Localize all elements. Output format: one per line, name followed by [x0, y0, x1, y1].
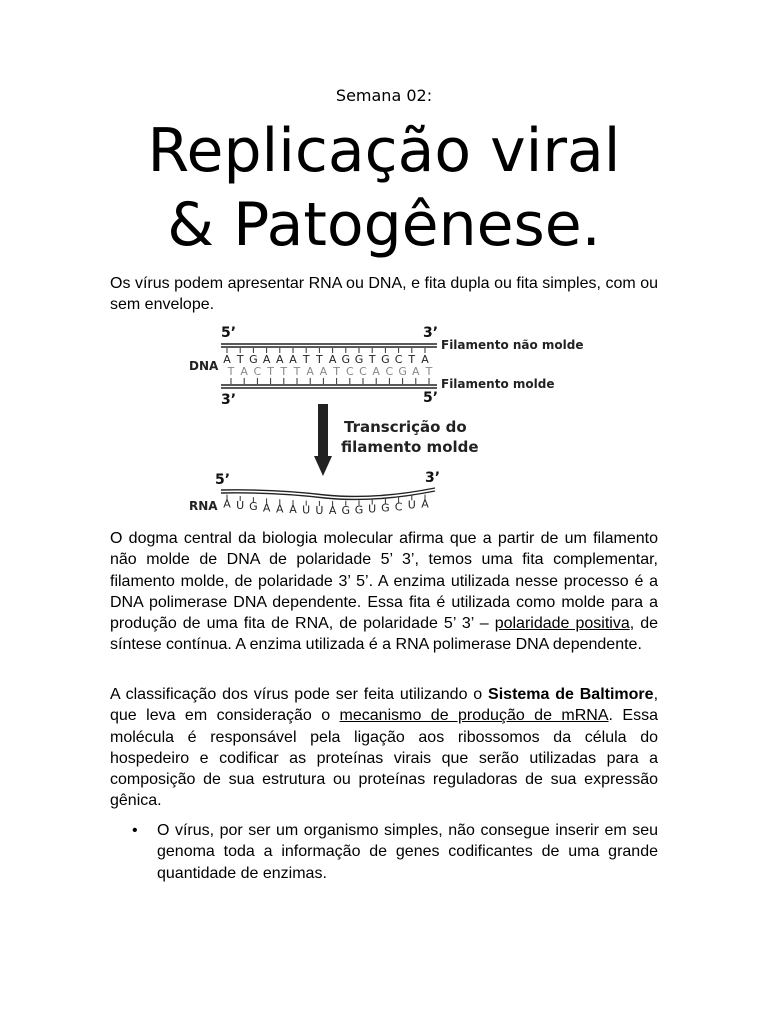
baltimore-text-1: A classificação dos vírus pode ser feita utilizando o [110, 686, 489, 703]
non-template-base: A [262, 353, 271, 366]
rna-sequence [223, 498, 429, 517]
template-base: A [240, 365, 248, 378]
rna-base: G [381, 501, 390, 515]
baltimore-system-term: Sistema de Baltimore [488, 686, 654, 703]
baltimore-text-3: . Essa molécula é responsável pela ligação aos ribossomos da célula do hospedeiro e codificar as proteínas virais que serão utilizadas para a composição de sua estrutura ou proteínas reguladoras de sua expressão gênica. [110, 707, 658, 810]
template-base: T [267, 365, 274, 378]
template-base: A [372, 365, 380, 378]
intro-paragraph: Os vírus podem apresentar RNA ou DNA, e fita dupla ou fita simples, com ou sem envelope. [110, 275, 658, 314]
template-label: Filamento molde [441, 377, 555, 391]
bullet-list [110, 820, 658, 884]
arrow-label-line-1: Transcrição do [344, 418, 467, 436]
rna-base: U [407, 498, 416, 512]
rna-base: U [315, 503, 324, 517]
title-line-1: Replicação viral [147, 116, 621, 186]
template-base: C [385, 365, 394, 378]
non-template-base: A [421, 353, 429, 366]
rna-base: A [421, 497, 429, 511]
rna-base: U [302, 503, 311, 517]
template-base: T [227, 365, 235, 378]
rna-base: A [223, 497, 231, 511]
template-base: A [412, 365, 420, 378]
baltimore-text-2: , que leva em consideração o [110, 686, 659, 725]
mrna-mechanism-term: mecanismo de produção de mRNA [339, 707, 609, 725]
non-template-base: A [289, 353, 297, 366]
non-template-base: T [236, 353, 244, 366]
central-dogma-text-2: , de síntese contínua. A enzima utilizada é a RNA polimerase DNA dependente. [110, 615, 659, 654]
rna-label: RNA [189, 499, 218, 513]
template-base: G [398, 365, 407, 378]
non-template-base: A [223, 353, 231, 366]
dna-label: DNA [189, 359, 219, 373]
non-template-base: T [368, 353, 376, 366]
template-base: A [319, 365, 328, 378]
non-template-base: T [302, 353, 310, 366]
transcription-diagram [185, 322, 585, 518]
bullet-text: O vírus, por ser um organismo simples, não consegue inserir em seu genoma toda a informação de genes codificantes de uma grande quantidade de enzimas. [157, 822, 658, 882]
template-base: T [280, 365, 288, 378]
central-dogma-text-1: O dogma central da biologia molecular afirma que a partir de um filamento não molde de DNA de polaridade 5’ 3’, temos uma fita complementar, filamento molde, de polaridade 3’ 5’. A enzima utilizada nesse processo é a DNA polimerase DNA dependente. Essa fita é utilizada como molde para a produção de uma fita de RNA, de polaridade 5’ 3’ – [110, 530, 658, 633]
non-template-label: Filamento não molde [441, 338, 584, 352]
bullet-marker: • [132, 822, 138, 839]
bottom-strand-ticks [231, 378, 429, 384]
page-title [0, 114, 768, 262]
rna-base: G [354, 503, 364, 517]
non-template-base: A [328, 353, 337, 366]
template-base: C [345, 365, 354, 378]
rna-base: A [289, 503, 297, 517]
rna-base: G [341, 503, 351, 517]
week-label: Semana 02: [335, 86, 433, 105]
rna-five-prime: 5’ [215, 472, 231, 488]
rna-base: G [249, 500, 258, 514]
rna-base: A [328, 503, 337, 517]
non-template-base: G [341, 353, 351, 366]
top-five-prime: 5’ [221, 325, 237, 341]
central-dogma-paragraph [110, 528, 658, 656]
template-base: T [293, 365, 301, 378]
rna-base: U [368, 502, 377, 516]
title-line-2: & Patogênese. [167, 190, 601, 260]
non-template-base: A [276, 353, 284, 366]
non-template-base: G [249, 353, 258, 366]
arrow-label-line-2: filamento molde [341, 438, 479, 456]
template-base: T [333, 365, 340, 378]
list-item [110, 820, 658, 884]
template-base: A [306, 365, 314, 378]
positive-polarity-term: polaridade positiva [494, 615, 630, 633]
rna-strand-line [221, 488, 435, 496]
rna-base: A [276, 502, 284, 516]
rna-three-prime: 3’ [425, 470, 441, 486]
non-template-base: T [316, 353, 323, 366]
non-template-base: G [381, 353, 390, 366]
template-base: C [359, 365, 367, 378]
non-template-base: C [394, 353, 403, 366]
non-template-base: T [408, 353, 416, 366]
non-template-base: G [354, 353, 364, 366]
top-three-prime: 3’ [423, 325, 439, 341]
bottom-three-prime: 3’ [221, 392, 237, 408]
template-sequence [227, 365, 433, 378]
transcription-arrow-icon [314, 404, 332, 476]
bottom-five-prime: 5’ [423, 390, 439, 406]
template-base: C [253, 365, 262, 378]
template-base: T [425, 365, 433, 378]
rna-base: C [394, 500, 403, 514]
rna-base: A [262, 501, 271, 515]
baltimore-paragraph [110, 684, 658, 812]
rna-base: U [236, 498, 245, 512]
